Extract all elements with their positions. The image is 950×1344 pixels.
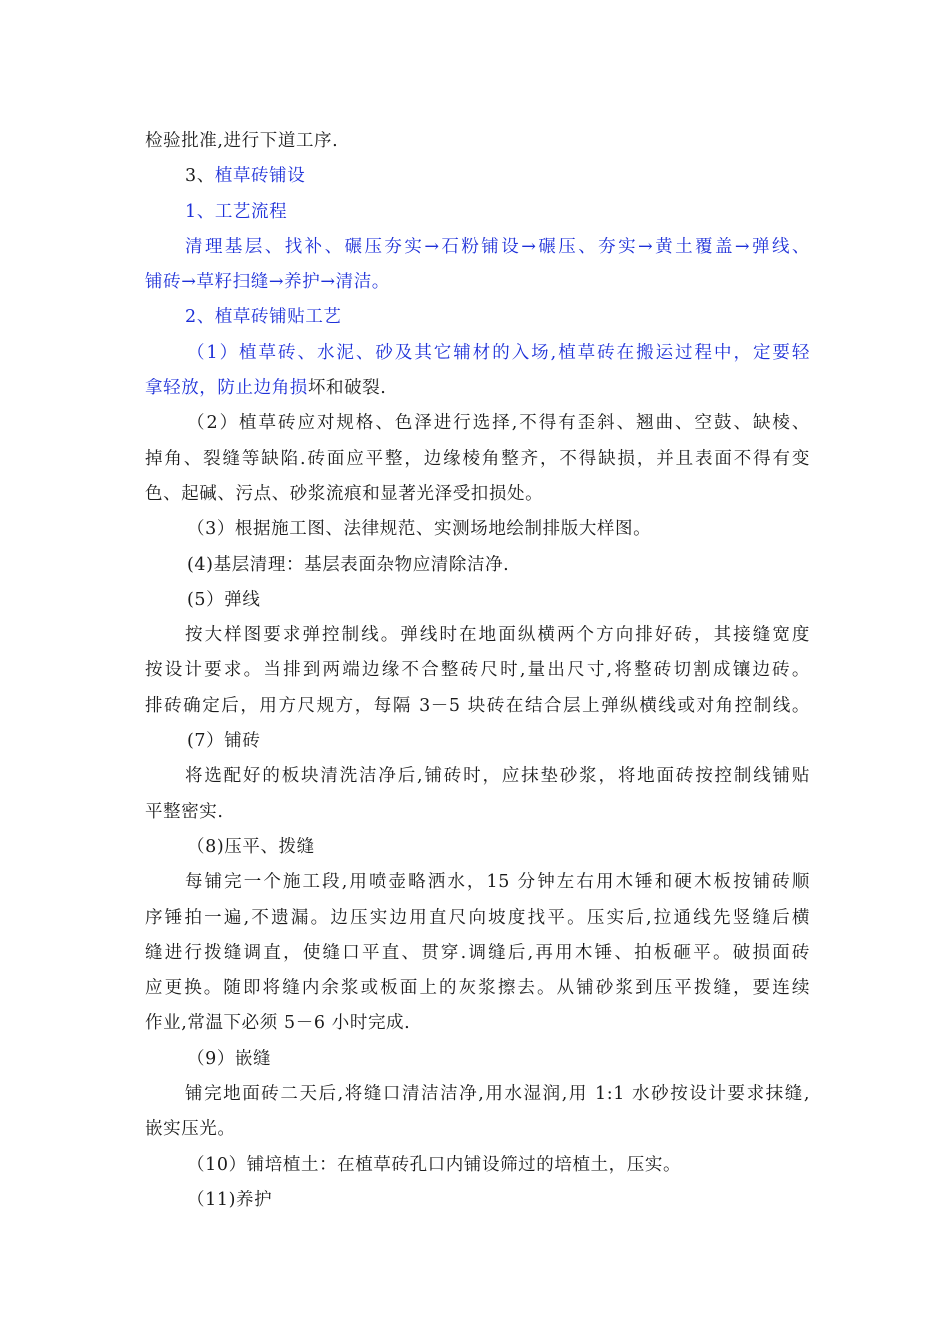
line-text: （10）铺培植土：在植草砖孔口内铺设筛过的培植土，压实。 [187,1154,682,1175]
line-text: 检验批准,进行下道工序. [145,131,339,151]
line-text: 排砖确定后，用方尺规方，每隔 3－5 块砖在结合层上弹纵横线或对角控制线。 [145,695,810,716]
line-text: 色、起碱、污点、砂浆流痕和显著光泽受扣损处。 [145,483,544,504]
line-text: 2、植草砖铺贴工艺 [185,307,342,328]
heading-number: 3、 [185,166,215,187]
paragraph-line [145,618,810,653]
step-heading [145,1183,810,1218]
line-text: (4)基层清理：基层表面杂物应清除洁净. [187,554,510,575]
paragraph-line [145,230,810,265]
paragraph-line [145,971,810,1006]
line-text: 清理基层、找补、碾压夯实→石粉铺设→碾压、夯实→黄土覆盖→弹线、 [185,236,810,257]
paragraph-line [145,512,810,547]
subsection-heading [145,300,810,335]
line-text-black: 坏和破裂. [307,378,387,399]
paragraph-line [145,336,810,371]
paragraph-line [145,653,810,688]
line-text: 按大样图要求弹控制线。弹线时在地面纵横两个方向排好砖，其接缝宽度 [185,625,810,646]
step-heading [145,724,810,759]
paragraph-line [145,901,810,936]
section-heading [145,159,810,194]
step-heading [145,1042,810,1077]
step-heading [145,830,810,865]
paragraph-line [145,1077,810,1112]
paragraph-line [145,442,810,477]
paragraph-line [145,371,810,406]
heading-text: 植草砖铺设 [214,166,306,187]
paragraph-line [145,124,810,159]
line-text: 铺砖→草籽扫缝→养护→清洁。 [145,272,390,293]
paragraph-line [145,936,810,971]
paragraph-line [145,406,810,441]
line-text: 1、工艺流程 [185,201,288,222]
line-text: 嵌实压光。 [145,1119,236,1140]
line-text: （11)养护 [187,1189,273,1210]
paragraph-line [145,759,810,794]
paragraph-line [145,689,810,724]
paragraph-line [145,1148,810,1183]
line-text: 作业,常温下必须 5－6 小时完成. [145,1013,411,1034]
line-text: （2）植草砖应对规格、色泽进行选择,不得有歪斜、翘曲、空鼓、缺棱、 [187,413,810,434]
line-text: 应更换。随即将缝内余浆或板面上的灰浆擦去。从铺砂浆到压平拨缝，要连续 [145,978,810,999]
paragraph-line [145,795,810,830]
line-text: 铺完地面砖二天后,将缝口清洁洁净,用水湿润,用 1:1 水砂按设计要求抹缝, [185,1084,810,1105]
line-text: 缝进行拨缝调直，使缝口平直、贯穿.调缝后,再用木锤、拍板砸平。破损面砖 [145,942,810,963]
line-text: （1）植草砖、水泥、砂及其它辅材的入场,植草砖在搬运过程中，定要轻 [187,342,810,363]
paragraph-line [145,477,810,512]
document-page [145,124,810,1218]
line-text: 序锤拍一遍,不遗漏。边压实边用直尺向坡度找平。压实后,拉通线先竖缝后横 [145,907,810,928]
line-text: 按设计要求。当排到两端边缘不合整砖尺时,量出尺寸,将整砖切割成镶边砖。 [145,660,810,681]
line-text-blue: 拿轻放，防止边角损 [145,378,308,399]
line-text: 每铺完一个施工段,用喷壶略洒水，15 分钟左右用木锤和硬木板按铺砖顺 [185,872,810,893]
paragraph-line [145,1112,810,1147]
step-heading [145,583,810,618]
line-text: （9）嵌缝 [187,1048,272,1069]
line-text: （3）根据施工图、法律规范、实测场地绘制排版大样图。 [187,519,652,540]
line-text: （8)压平、拨缝 [187,836,315,857]
line-text: (5）弹线 [187,589,261,610]
paragraph-line [145,1006,810,1041]
line-text: 将选配好的板块清洗洁净后,铺砖时，应抹垫砂浆，将地面砖按控制线铺贴 [185,766,810,787]
subsection-heading [145,195,810,230]
paragraph-line [145,265,810,300]
line-text: (7）铺砖 [187,731,261,752]
line-text: 平整密实. [145,801,224,822]
paragraph-line [145,865,810,900]
paragraph-line [145,548,810,583]
line-text: 掉角、裂缝等缺陷.砖面应平整，边缘棱角整齐，不得缺损，并且表面不得有变 [145,448,810,469]
